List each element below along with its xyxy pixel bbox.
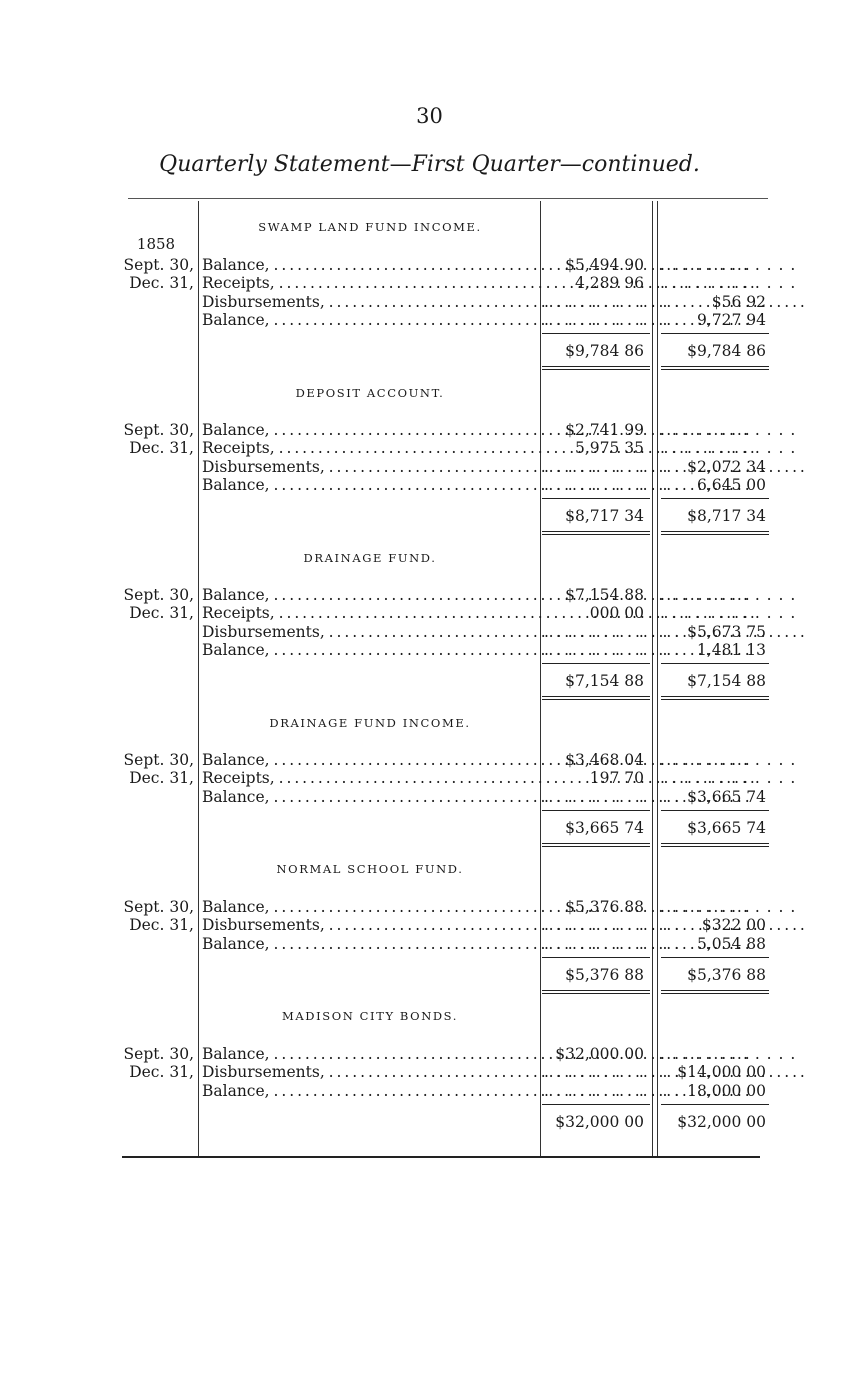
ledger-row	[0, 769, 859, 787]
debit-amount: 4,289 96	[574, 274, 644, 293]
double-rule	[661, 843, 769, 847]
credit-amount: 6,645 00	[696, 475, 766, 494]
double-rule	[542, 990, 650, 994]
total-row	[0, 506, 859, 526]
ledger-row	[0, 1082, 859, 1100]
entry-description: Disbursements, . . .	[202, 916, 536, 934]
total-row	[0, 965, 859, 985]
double-rule	[542, 696, 650, 700]
debit-amount: . . . . . . . . . . . .	[544, 475, 681, 494]
ledger-row	[0, 311, 859, 329]
debit-amount: $3,468 04	[565, 751, 644, 769]
credit-amount: . . . . . . . . . . . .	[660, 1045, 797, 1063]
total-credit: $7,154 88	[687, 672, 766, 691]
credit-amount: . . . . . . . . . . . .	[660, 421, 797, 439]
ledger-row	[0, 439, 859, 457]
entry-date: Sept. 30,	[123, 1045, 194, 1063]
double-rule	[542, 843, 650, 847]
sum-rule	[542, 333, 650, 334]
total-credit: $3,665 74	[687, 818, 766, 837]
entry-description: Receipts, . . .	[202, 274, 536, 292]
credit-amount: $14,000 00	[677, 1063, 766, 1082]
sum-rule	[661, 663, 769, 664]
entry-date: Dec. 31,	[129, 274, 194, 293]
credit-amount: $5,673 75	[687, 622, 766, 641]
entry-date: Sept. 30,	[123, 898, 194, 916]
credit-amount: . . . . . . . . . . . .	[660, 256, 797, 274]
credit-amount: 5,054 88	[696, 934, 766, 953]
title-part-1: Quarterly Statement	[159, 152, 390, 177]
title-part-2: First Quarter	[411, 152, 560, 177]
total-debit: $9,784 86	[565, 342, 644, 361]
credit-amount: 18,000 00	[687, 1081, 766, 1100]
debit-amount: $5,494 90	[565, 256, 644, 274]
title-dash-2: —	[559, 152, 582, 177]
total-debit: $8,717 34	[565, 507, 644, 526]
ledger-row	[0, 421, 859, 439]
ledger-row	[0, 935, 859, 953]
sum-rule	[542, 1104, 650, 1105]
sum-rule	[542, 663, 650, 664]
section-heading: DRAINAGE FUND.	[303, 551, 437, 565]
entry-date: Dec. 31,	[129, 604, 194, 623]
total-credit: $5,376 88	[687, 965, 766, 984]
entry-description: Balance, . . .	[202, 751, 536, 769]
total-debit: $32,000 00	[555, 1112, 644, 1131]
entry-date: Dec. 31,	[129, 439, 194, 458]
double-rule	[661, 990, 769, 994]
ledger-row	[0, 274, 859, 292]
sum-rule	[542, 498, 650, 499]
credit-amount: . . . . . . . . . . . .	[660, 898, 797, 916]
credit-amount: $56 92	[711, 292, 766, 311]
total-credit: $9,784 86	[687, 342, 766, 361]
ledger-row	[0, 898, 859, 916]
debit-amount: . . . . . . . . . . . .	[544, 292, 681, 311]
credit-amount: $2,072 34	[687, 457, 766, 476]
sum-rule	[661, 333, 769, 334]
entry-date: Sept. 30,	[123, 751, 194, 769]
entry-description: Receipts, . . .	[202, 439, 536, 457]
bottom-rule	[122, 1156, 760, 1158]
entry-description: Balance, . . .	[202, 1082, 536, 1100]
debit-amount: 000 00	[589, 604, 644, 623]
double-rule	[661, 696, 769, 700]
entry-description: Receipts, . . .	[202, 769, 536, 787]
credit-amount: . . . . . . . . . . . .	[660, 751, 797, 769]
entry-date: Sept. 30,	[123, 586, 194, 604]
double-rule	[542, 531, 650, 535]
section-heading: DRAINAGE FUND INCOME.	[269, 716, 471, 730]
double-rule	[542, 366, 650, 370]
year-label: 1858	[136, 235, 176, 253]
ledger-row	[0, 586, 859, 604]
sum-rule	[661, 810, 769, 811]
double-rule	[661, 366, 769, 370]
entry-description: Balance, . . .	[202, 641, 536, 659]
debit-amount: . . . . . . . . . . . .	[544, 934, 681, 953]
entry-description: Disbursements, . . .	[202, 1063, 536, 1081]
debit-amount: . . . . . . . . . . . .	[544, 640, 681, 659]
debit-amount: . . . . . . . . . . . .	[544, 916, 681, 935]
debit-amount: . . . . . . . . . . . .	[544, 1063, 681, 1082]
entry-date: Sept. 30,	[123, 421, 194, 439]
entry-description: Balance, . . .	[202, 311, 536, 329]
total-debit: $7,154 88	[565, 672, 644, 691]
ledger-row	[0, 1045, 859, 1063]
ledger-row	[0, 256, 859, 274]
entry-description: Balance, . . .	[202, 788, 536, 806]
ledger-row	[0, 293, 859, 311]
title-dash-1: —	[389, 152, 412, 177]
entry-description: Balance, . . .	[202, 898, 536, 916]
sum-rule	[661, 498, 769, 499]
debit-amount: . . . . . . . . . . . .	[544, 622, 681, 641]
page-title	[0, 152, 859, 177]
credit-amount: . . . . . . . . . . . .	[660, 274, 797, 293]
entry-description: Balance, . . .	[202, 586, 536, 604]
ledger-row	[0, 1063, 859, 1081]
debit-amount: $5,376 88	[565, 898, 644, 916]
section-heading: MADISON CITY BONDS.	[281, 1009, 459, 1023]
total-debit: $5,376 88	[565, 965, 644, 984]
total-row	[0, 1112, 859, 1132]
page-number: 30	[416, 104, 443, 128]
entry-description: Balance, . . .	[202, 421, 536, 439]
debit-amount: . . . . . . . . . . . .	[544, 457, 681, 476]
credit-amount: . . . . . . . . . . . .	[660, 586, 797, 604]
sum-rule	[661, 1104, 769, 1105]
credit-amount: . . . . . . . . . . . .	[660, 604, 797, 623]
entry-description: Balance, . . .	[202, 1045, 536, 1063]
credit-amount: . . . . . . . . . . . .	[660, 769, 797, 788]
sum-rule	[542, 810, 650, 811]
credit-amount: $322 00	[701, 916, 766, 935]
title-part-3: continued.	[581, 152, 700, 177]
total-row	[0, 818, 859, 838]
top-rule	[128, 198, 768, 199]
entry-description: Receipts, . . .	[202, 604, 536, 622]
ledger-row	[0, 916, 859, 934]
entry-description: Balance, . . .	[202, 256, 536, 274]
ledger-row	[0, 641, 859, 659]
entry-date: Dec. 31,	[129, 1063, 194, 1082]
debit-amount: $32,000 00	[555, 1045, 644, 1063]
debit-amount: $2,741 99	[565, 421, 644, 439]
sum-rule	[661, 957, 769, 958]
entry-description: Disbursements, . . .	[202, 623, 536, 641]
debit-amount: 5,975 35	[574, 439, 644, 458]
credit-amount: . . . . . . . . . . . .	[660, 439, 797, 458]
double-rule	[661, 531, 769, 535]
debit-amount: $7,154 88	[565, 586, 644, 604]
ledger-row	[0, 751, 859, 769]
credit-amount: 9,727 94	[696, 310, 766, 329]
entry-description: Disbursements, . . .	[202, 293, 536, 311]
entry-description: Balance, . . .	[202, 476, 536, 494]
ledger-row	[0, 604, 859, 622]
ledger-row	[0, 623, 859, 641]
debit-amount: . . . . . . . . . . . .	[544, 1081, 681, 1100]
section-heading: NORMAL SCHOOL FUND.	[276, 862, 464, 876]
debit-amount: 197 70	[589, 769, 644, 788]
total-debit: $3,665 74	[565, 818, 644, 837]
total-row	[0, 671, 859, 691]
credit-amount: $3,665 74	[687, 787, 766, 806]
total-row	[0, 341, 859, 361]
credit-amount: 1,481 13	[696, 640, 766, 659]
entry-description: Disbursements, . . .	[202, 458, 536, 476]
section-heading: SWAMP LAND FUND INCOME.	[258, 220, 482, 234]
entry-date: Dec. 31,	[129, 769, 194, 788]
total-credit: $8,717 34	[687, 507, 766, 526]
entry-description: Balance, . . .	[202, 935, 536, 953]
sum-rule	[542, 957, 650, 958]
entry-date: Sept. 30,	[123, 256, 194, 274]
entry-date: Dec. 31,	[129, 916, 194, 935]
ledger-row	[0, 458, 859, 476]
ledger-row	[0, 788, 859, 806]
ledger-row	[0, 476, 859, 494]
section-heading: DEPOSIT ACCOUNT.	[295, 386, 445, 400]
debit-amount: . . . . . . . . . . . .	[544, 787, 681, 806]
debit-amount: . . . . . . . . . . . .	[544, 310, 681, 329]
total-credit: $32,000 00	[677, 1112, 766, 1131]
